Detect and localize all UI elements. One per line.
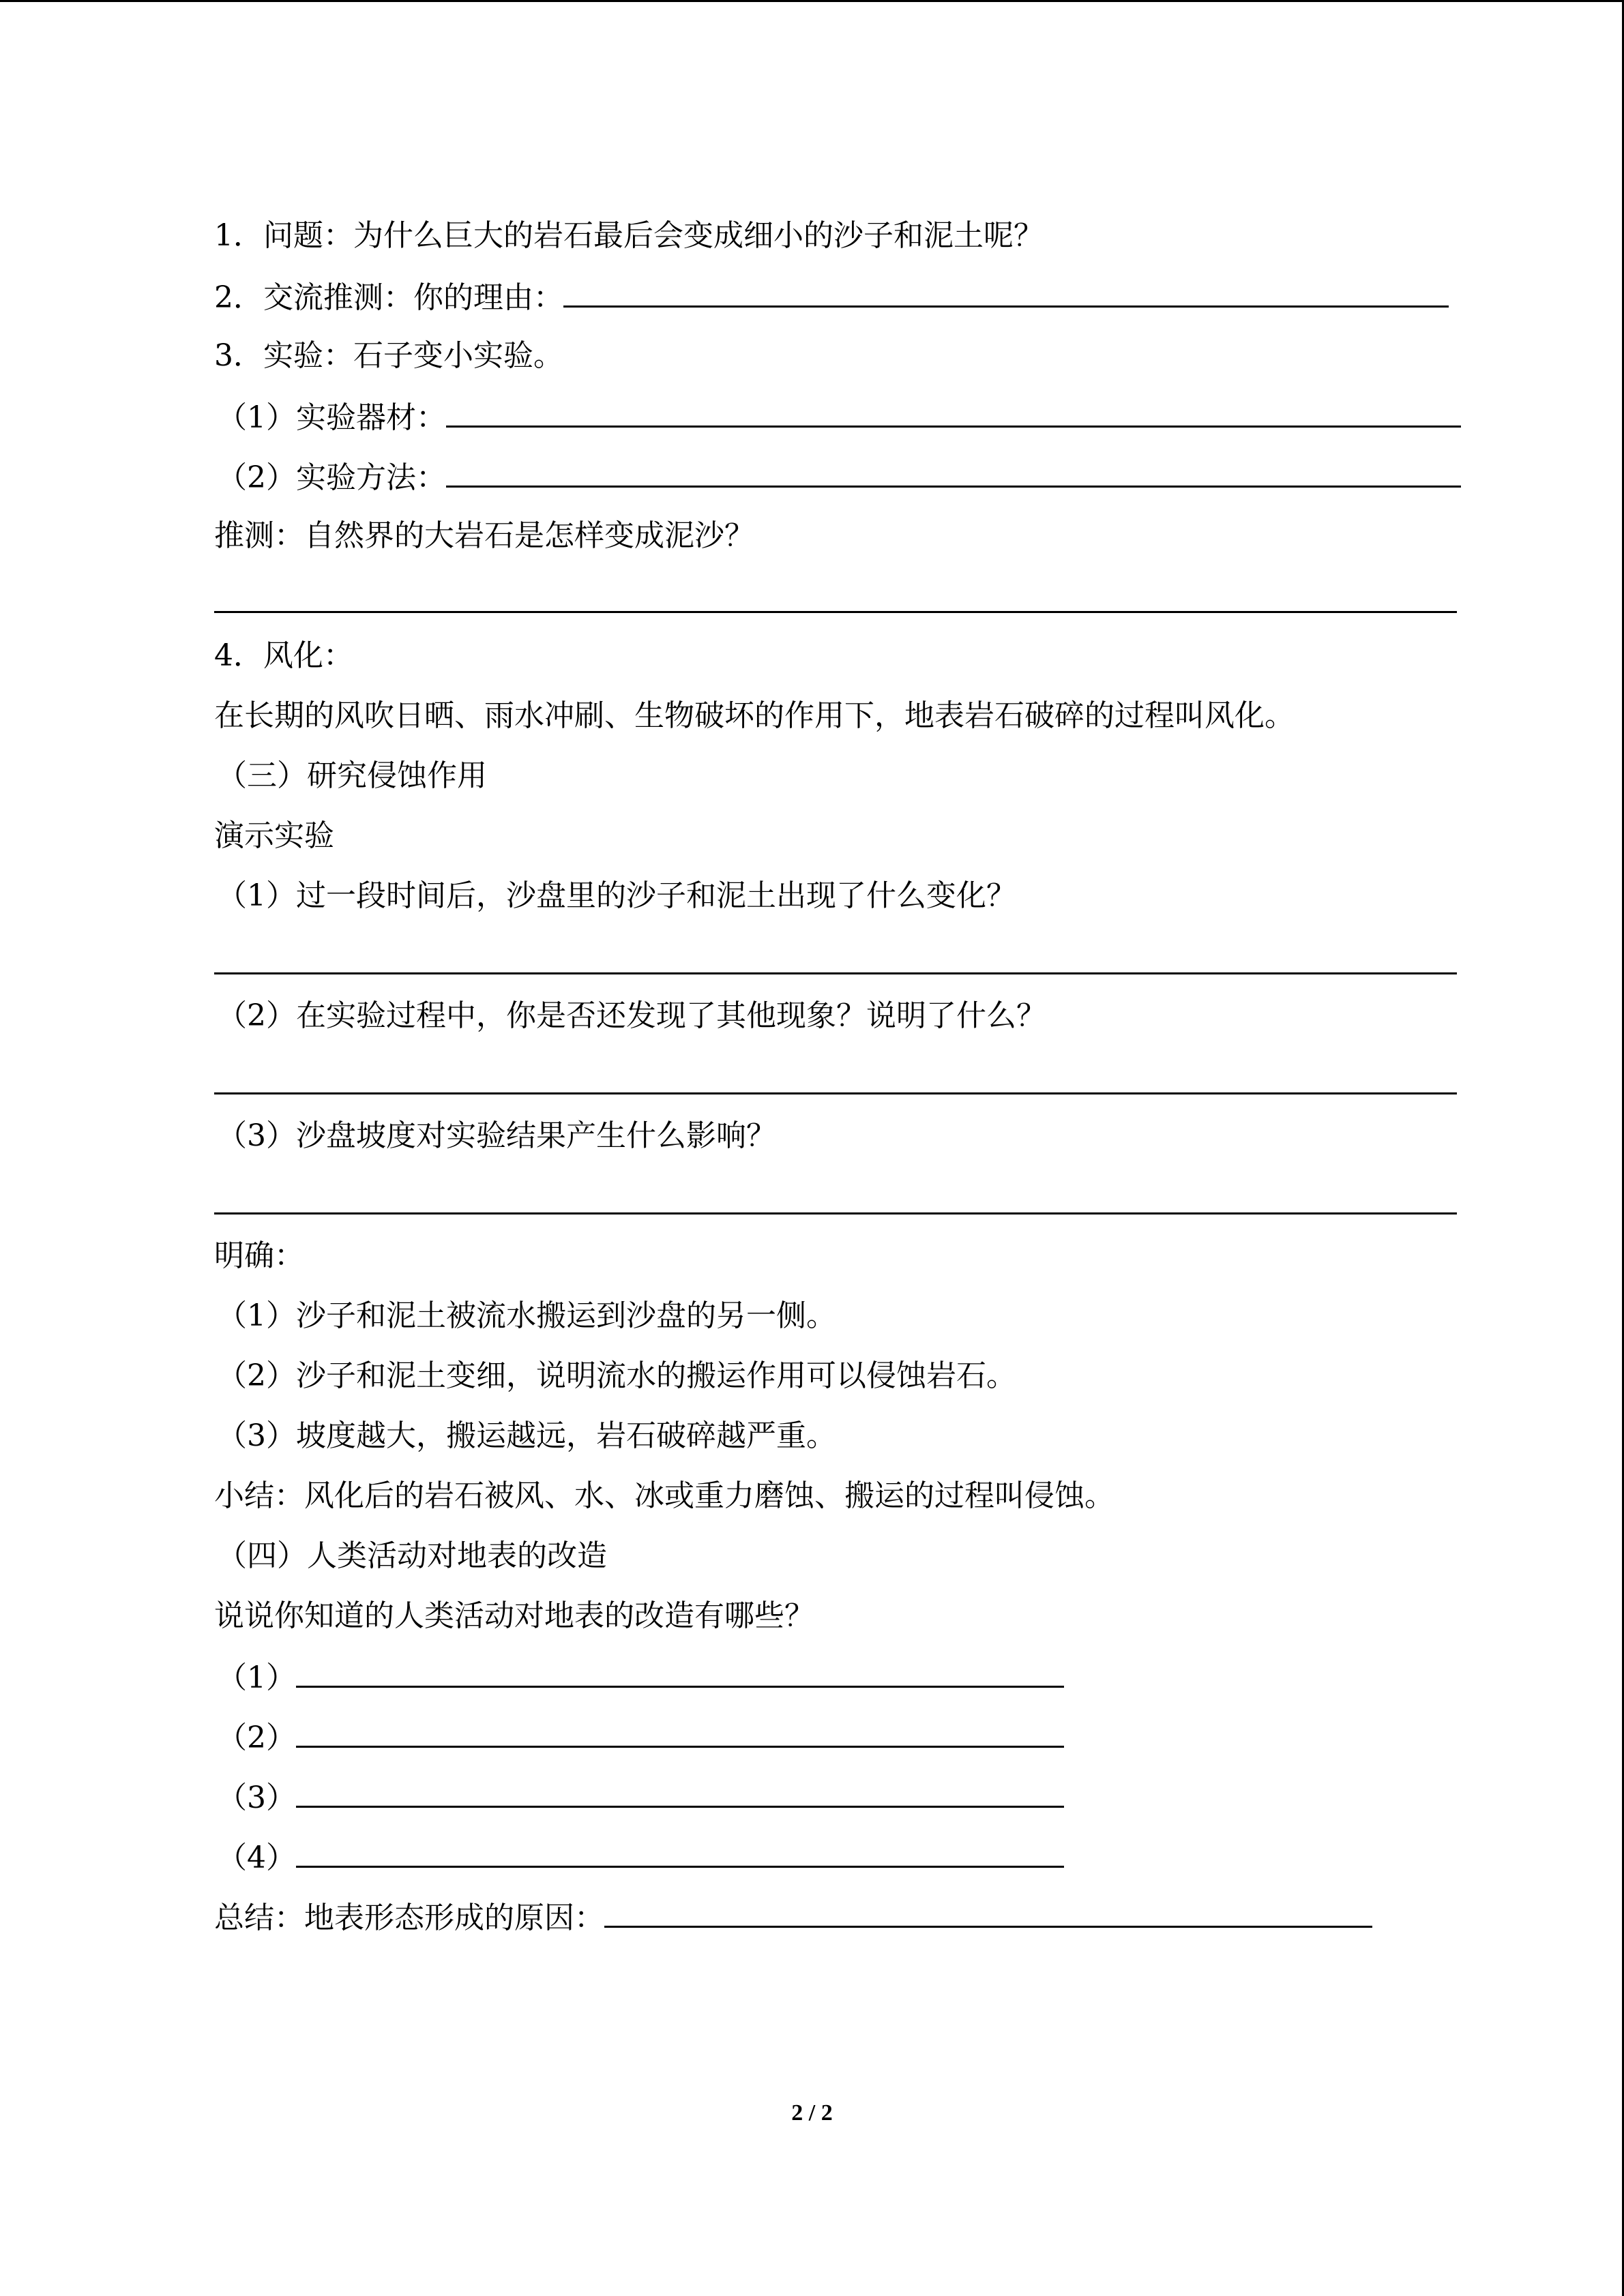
question-text: 1．问题：为什么巨大的岩石最后会变成细小的沙子和泥土呢？ [214,218,1044,253]
human-activity-item-1-blank[interactable] [296,1656,1064,1688]
human-activity-heading-text: （四）人类活动对地表的改造 [217,1538,607,1573]
demo-question-1 [217,876,1016,916]
human-activity-item-4-blank[interactable] [296,1836,1064,1868]
human-activity-item-4 [217,1836,1064,1879]
inference-text: 推测：自然界的大岩石是怎样变成泥沙？ [214,518,754,553]
clarify-item-3 [217,1416,836,1457]
human-activity-item-2-blank[interactable] [296,1716,1064,1748]
clarify-item-2-text: （2）沙子和泥土变细，说明流水的搬运作用可以侵蚀岩石。 [217,1358,1016,1393]
weathering-heading-text: 4．风化： [214,638,353,673]
clarify-heading-text: 明确： [214,1238,304,1273]
summary-line [214,1476,1114,1517]
method-line [217,456,1461,498]
human-activity-item-1 [217,1656,1064,1699]
conclusion-line [214,1896,1372,1939]
demo-question-3 [217,1116,776,1157]
human-activity-item-3-label: （3） [217,1780,296,1815]
human-activity-item-3-blank[interactable] [296,1776,1064,1808]
reason-blank[interactable] [563,275,1449,308]
page-border-top [0,0,1624,2]
summary-text: 小结：风化后的岩石被风、水、冰或重力磨蚀、搬运的过程叫侵蚀。 [214,1478,1114,1513]
method-label: （2）实验方法： [217,460,446,495]
clarify-item-2 [217,1356,1016,1397]
weathering-definition-text: 在长期的风吹日晒、雨水冲刷、生物破坏的作用下，地表岩石破碎的过程叫风化。 [214,698,1295,733]
human-activity-item-3 [217,1776,1064,1819]
conclusion-label: 总结：地表形态形成的原因： [214,1900,604,1935]
materials-line [217,396,1461,438]
demo-experiment-label [214,816,334,856]
human-activity-question [214,1596,814,1637]
demo-answer-1-blank[interactable] [214,972,1457,974]
inference-line [214,516,754,556]
erosion-section-heading [217,756,487,796]
human-activity-heading [217,1536,607,1577]
reason-label: 2．交流推测：你的理由： [214,280,563,315]
experiment-text: 3．实验：石子变小实验。 [214,338,563,373]
page-number: 2 / 2 [791,2100,833,2126]
erosion-section-heading-text: （三）研究侵蚀作用 [217,758,487,793]
clarify-item-3-text: （3）坡度越大，搬运越远，岩石破碎越严重。 [217,1418,836,1453]
clarify-heading [214,1236,304,1277]
inference-answer-blank[interactable] [214,611,1457,613]
human-activity-item-2 [217,1716,1064,1759]
human-activity-question-text: 说说你知道的人类活动对地表的改造有哪些？ [214,1598,814,1633]
demo-experiment-text: 演示实验 [214,818,334,853]
materials-blank[interactable] [446,396,1461,428]
human-activity-item-1-label: （1） [217,1660,296,1695]
demo-answer-3-blank[interactable] [214,1212,1457,1214]
demo-question-2-text: （2）在实验过程中，你是否还发现了其他现象？说明了什么？ [217,998,1046,1033]
demo-answer-2-blank[interactable] [214,1092,1457,1094]
question-line [214,215,1044,256]
weathering-heading [214,636,353,676]
demo-question-3-text: （3）沙盘坡度对实验结果产生什么影响？ [217,1118,776,1153]
reason-line [214,275,1449,318]
human-activity-item-4-label: （4） [217,1840,296,1875]
demo-question-1-text: （1）过一段时间后，沙盘里的沙子和泥土出现了什么变化？ [217,878,1016,913]
materials-label: （1）实验器材： [217,400,446,435]
demo-question-2 [217,996,1046,1037]
clarify-item-1 [217,1296,836,1337]
weathering-definition [214,696,1295,736]
method-blank[interactable] [446,456,1461,488]
human-activity-item-2-label: （2） [217,1720,296,1755]
clarify-item-1-text: （1）沙子和泥土被流水搬运到沙盘的另一侧。 [217,1298,836,1333]
experiment-line [214,336,563,376]
conclusion-blank[interactable] [604,1896,1372,1928]
